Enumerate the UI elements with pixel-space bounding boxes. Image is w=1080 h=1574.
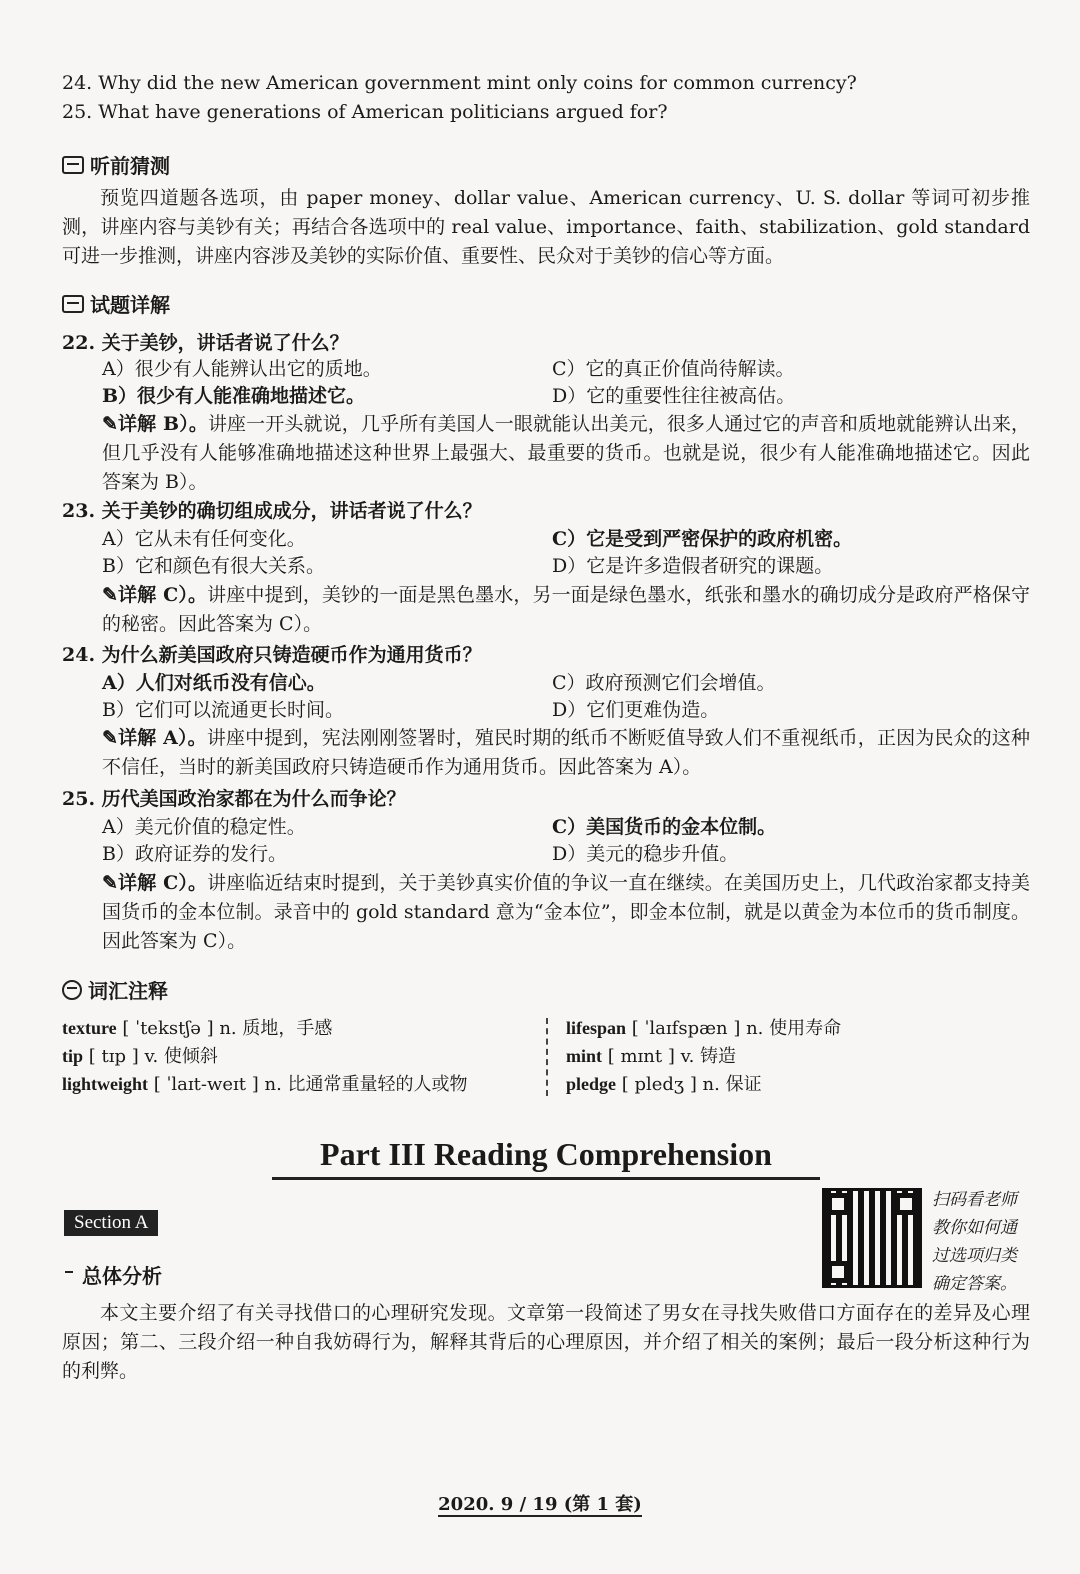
vocab-entry: mint [ mɪnt ] v. 铸造	[566, 1046, 737, 1067]
analysis-heading: 总体分析	[62, 1260, 162, 1289]
question-25-en: 25. What have generations of American politicians argued for?	[62, 101, 668, 123]
detail-heading: 试题详解	[62, 289, 170, 318]
option-a: A）很少有人能辨认出它的质地。	[102, 358, 382, 380]
page-footer: 2020. 9 / 19 (第 1 套)	[438, 1494, 642, 1515]
vocab-entry: lifespan [ ˈlaɪfspæn ] n. 使用寿命	[566, 1018, 842, 1039]
option-b: B）政府证券的发行。	[102, 843, 287, 865]
option-c: C）政府预测它们会增值。	[552, 672, 776, 694]
option-b: B）它和颜色有很大关系。	[102, 555, 325, 577]
option-d: D）它是许多造假者研究的课题。	[552, 555, 834, 577]
section-label: Section A	[64, 1210, 158, 1236]
clock-icon	[62, 980, 82, 1000]
prelisten-heading: 听前猜测	[62, 150, 170, 179]
option-b: B）它们可以流通更长时间。	[102, 699, 344, 721]
explanation-24: ✎详解 A）。讲座中提到，宪法刚刚签署时，殖民时期的纸币不断贬值导致人们不重视纸币，正因为民众的这种不信任，当时的新美国政府只铸造硬币作为通用货币。因此答案为 A）。	[102, 727, 1030, 778]
part-title: Part III Reading Comprehension	[272, 1136, 820, 1180]
headphone-icon	[62, 156, 84, 174]
explanation-23: ✎详解 C）。讲座中提到，美钞的一面是黑色墨水，另一面是绿色墨水，纸张和墨水的确切成分是政府严格保守的秘密。因此答案为 C）。	[102, 584, 1030, 635]
vocab-entry: tip [ tɪp ] v. 使倾斜	[62, 1046, 218, 1067]
option-d: D）美元的稳步升值。	[552, 843, 739, 865]
vocab-divider	[546, 1018, 548, 1096]
analysis-text: 本文主要介绍了有关寻找借口的心理研究发现。文章第一段简述了男女在寻找失败借口方面存在的差异及心理原因；第二、三段介绍一种自我妨碍行为，解释其背后的心理原因，并介绍了相关的案例；最后一段分析这种行为的利弊。	[62, 1302, 1030, 1382]
question-24-en: 24. Why did the new American government mint only coins for common currency?	[62, 72, 857, 94]
book-icon	[62, 295, 84, 313]
question-22: 22. 关于美钞，讲话者说了什么？	[62, 332, 349, 354]
option-c: C）它的真正价值尚待解读。	[552, 358, 795, 380]
option-a: A）人们对纸币没有信心。	[102, 672, 326, 694]
option-d: D）它的重要性往往被高估。	[552, 385, 796, 407]
option-a: A）美元价值的稳定性。	[102, 816, 306, 838]
option-b: B）很少有人能准确地描述它。	[102, 385, 366, 407]
explanation-25: ✎详解 C）。讲座临近结束时提到，关于美钞真实价值的争议一直在继续。在美国历史上，几代政治家都支持美国货币的金本位制。录音中的 gold standard 意为“金本位”，即金本位制，就是以黄金为本位币的货币制度。因此答案为 C）。	[102, 872, 1030, 952]
question-23: 23. 关于美钞的确切组成成分，讲话者说了什么？	[62, 500, 482, 522]
vocab-heading: 词汇注释	[62, 975, 168, 1004]
vocab-entry: lightweight [ ˈlaɪt-weɪt ] n. 比通常重量轻的人或物	[62, 1074, 468, 1095]
vocab-entry: pledge [ pledʒ ] n. 保证	[566, 1074, 762, 1095]
explanation-22: ✎详解 B）。讲座一开头就说，几乎所有美国人一眼就能认出美元，很多人通过它的声音和质地就能辨认出来，但几乎没有人能够准确地描述这种世界上最强大、最重要的货币。也就是说，很少有人能准确地描述它。因此答案为 B）。	[102, 413, 1030, 493]
prelisten-text: 预览四道题各选项，由 paper money、dollar value、American currency、U. S. dollar 等词可初步推测，讲座内容与美钞有关；再结合各选项中的 real value、importance、faith、stabilization、gold standard 可进一步推测，讲座内容涉及美钞的实际价值、重要性、民众对于美钞的信心等方面。	[62, 187, 1030, 267]
question-24: 24. 为什么新美国政府只铸造硬币作为通用货币？	[62, 644, 482, 666]
option-d: D）它们更难伪造。	[552, 699, 720, 721]
qr-caption: 扫码看老师教你如何通过选项归类确定答案。	[932, 1190, 1017, 1294]
question-25: 25. 历代美国政治家都在为什么而争论？	[62, 788, 406, 810]
qr-code-icon[interactable]	[822, 1188, 922, 1288]
option-a: A）它从未有任何变化。	[102, 528, 306, 550]
vocab-entry: texture [ ˈtekstʃə ] n. 质地，手感	[62, 1018, 333, 1039]
option-c: C）它是受到严密保护的政府机密。	[552, 528, 853, 550]
pen-icon	[62, 1266, 76, 1284]
option-c: C）美国货币的金本位制。	[552, 816, 777, 838]
